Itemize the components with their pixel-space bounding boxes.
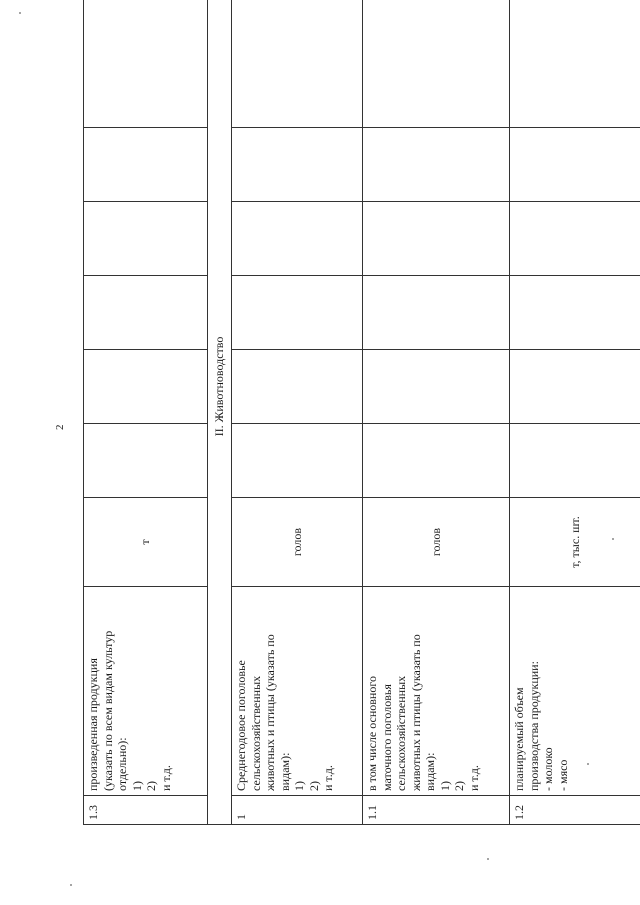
row-text-line: Среднегодовое поголовье xyxy=(234,660,248,791)
section-header-row xyxy=(208,0,232,825)
row-number-cell: 1.1 xyxy=(363,796,510,825)
empty-cell xyxy=(510,128,640,202)
empty-cell xyxy=(363,128,510,202)
row-text-line: маточного поголовья xyxy=(379,684,394,791)
empty-cell xyxy=(232,276,363,350)
empty-cell xyxy=(84,276,208,350)
table-row xyxy=(232,0,363,825)
row-text-line: 2) xyxy=(144,781,158,791)
empty-cell xyxy=(232,350,363,424)
row-text-line: сельскохозяйственных xyxy=(248,675,263,791)
table-row xyxy=(84,0,208,825)
empty-cell xyxy=(510,350,640,424)
row-text-line: и т.д. xyxy=(466,765,481,791)
row-text-line: 2) xyxy=(306,781,321,791)
empty-cell xyxy=(510,0,640,128)
unit-cell: т xyxy=(84,498,208,587)
row-text-line: - мясо xyxy=(555,759,570,791)
row-text-line: планируемый объем xyxy=(512,687,526,791)
row-text-line: (указать по всем видам культур xyxy=(100,630,115,791)
row-name-cell xyxy=(84,587,208,796)
row-name-cell xyxy=(363,587,510,796)
empty-cell xyxy=(84,128,208,202)
empty-cell xyxy=(363,202,510,276)
row-text-line: животных и птицы (указать по xyxy=(408,634,423,791)
unit-cell: голов xyxy=(232,498,363,587)
empty-cell xyxy=(363,424,510,498)
row-text-line: - молоко xyxy=(541,747,555,791)
scan-speck xyxy=(587,763,589,765)
empty-cell xyxy=(232,424,363,498)
unit-cell: голов xyxy=(363,498,510,587)
table-row xyxy=(363,0,510,825)
row-text-line: видам): xyxy=(423,752,437,791)
row-text-line: животных и птицы (указать по xyxy=(263,634,277,791)
scan-speck xyxy=(612,538,614,540)
row-text-line: 2) xyxy=(452,781,466,791)
empty-cell xyxy=(232,128,363,202)
row-text-line: видам): xyxy=(277,752,292,791)
scan-speck xyxy=(19,12,21,14)
empty-cell xyxy=(363,0,510,128)
empty-cell xyxy=(84,0,208,128)
empty-cell xyxy=(84,424,208,498)
livestock-plan-table xyxy=(83,0,640,825)
empty-cell xyxy=(363,350,510,424)
page-number: 2 xyxy=(54,424,66,430)
row-text-line: 1) xyxy=(292,781,306,791)
row-text-line: произведенная продукция xyxy=(86,658,100,791)
empty-cell xyxy=(363,276,510,350)
row-name-cell xyxy=(232,587,363,796)
empty-cell xyxy=(232,0,363,128)
empty-cell xyxy=(510,276,640,350)
scan-speck xyxy=(487,858,489,860)
empty-cell xyxy=(510,424,640,498)
document-table-rotated xyxy=(83,30,640,825)
row-text-line: и т.д. xyxy=(321,765,335,791)
row-text-line: 1) xyxy=(437,781,452,791)
row-text-line: в том числе основного xyxy=(365,676,379,791)
row-text-line: и т.д. xyxy=(158,765,173,791)
row-number-cell: 1.2 xyxy=(510,796,640,825)
row-name-cell xyxy=(510,587,640,796)
row-text-line: сельскохозяйственных xyxy=(394,675,408,791)
row-text-line: 1) xyxy=(129,781,144,791)
empty-cell xyxy=(84,350,208,424)
section-title: II. Животноводство xyxy=(208,0,232,825)
row-number-cell: 1 xyxy=(232,796,363,825)
row-text-line: производства продукции: xyxy=(526,661,541,791)
empty-cell xyxy=(232,202,363,276)
empty-cell xyxy=(84,202,208,276)
row-number-cell: 1.3 xyxy=(84,796,208,825)
unit-cell: т, тыс. шт. xyxy=(510,498,640,587)
row-text-line: отдельно): xyxy=(115,737,129,791)
table-row xyxy=(510,0,640,825)
scan-speck xyxy=(70,884,72,886)
empty-cell xyxy=(510,202,640,276)
